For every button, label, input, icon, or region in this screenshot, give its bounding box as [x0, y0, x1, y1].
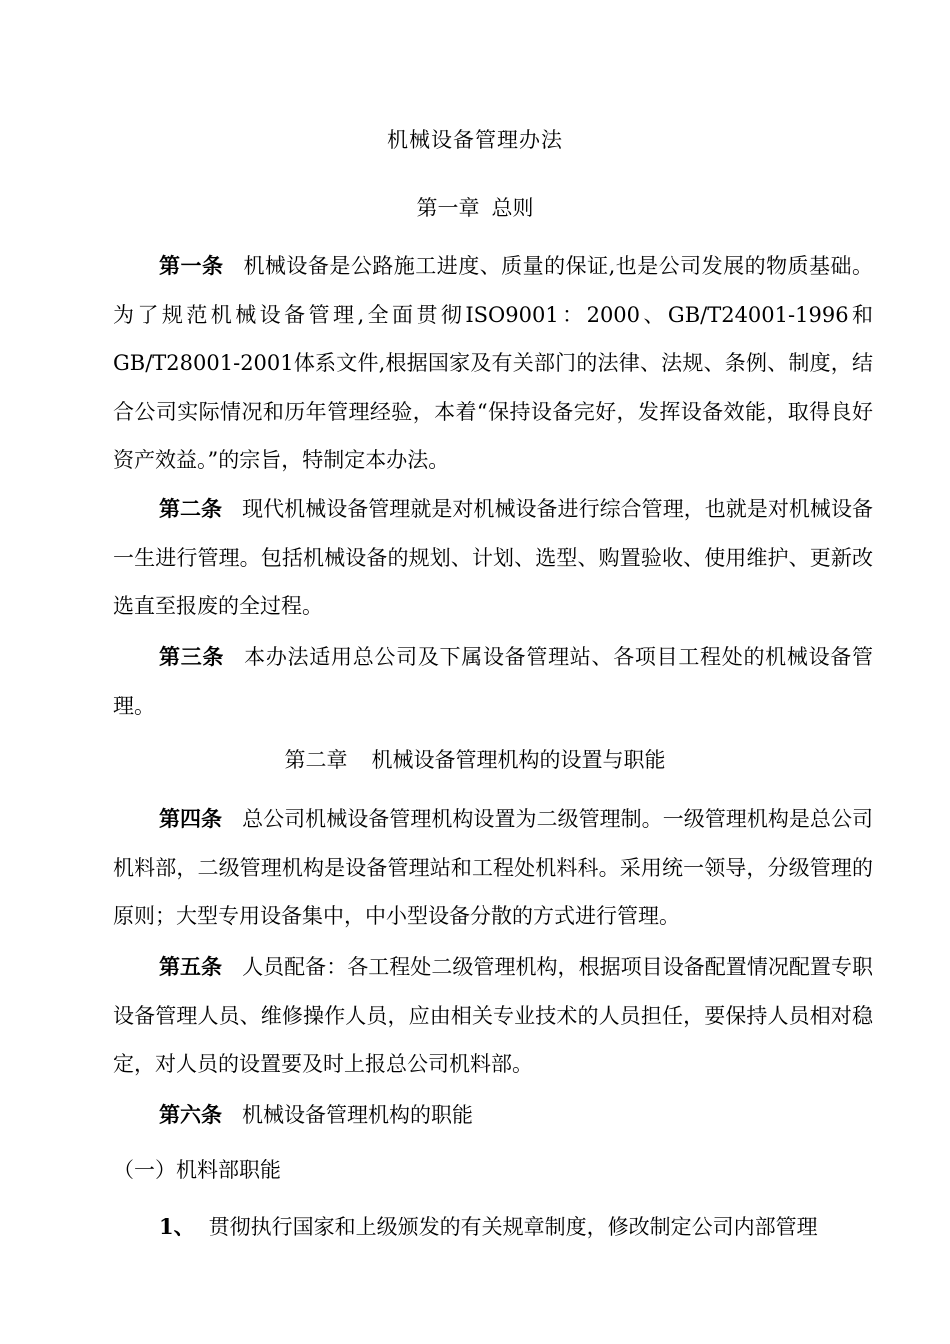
article-2-text: 现代机械设备管理就是对机械设备进行综合管理，也就是对机械设备一生进行管理。包括机械设备的规划、计划、选型、购置验收、使用维护、更新改选直至报废的全过程。 [113, 497, 873, 618]
article-4 [113, 795, 873, 941]
list-item [113, 1203, 873, 1251]
article-1-label: 第一条 [159, 253, 224, 278]
article-2-label: 第二条 [159, 496, 223, 521]
chapter-2-heading [0, 744, 950, 776]
article-5-label: 第五条 [159, 954, 223, 979]
chapter-2-label: 第二章 [284, 748, 348, 772]
article-4-text: 总公司机械设备管理机构设置为二级管理制。一级管理机构是总公司机料部，二级管理机构是设备管理站和工程处机料科。采用统一领导，分级管理的原则；大型专用设备集中，中小型设备分散的方式进行管理。 [113, 807, 873, 928]
article-1 [113, 242, 873, 485]
article-3-label: 第三条 [159, 644, 225, 669]
article-6 [113, 1091, 873, 1140]
article-2 [113, 485, 873, 631]
article-5-text: 人员配备：各工程处二级管理机构，根据项目设备配置情况配置专职设备管理人员、维修操作人员，应由相关专业技术的人员担任，要保持人员相对稳定，对人员的设置要及时上报总公司机料部。 [113, 955, 873, 1076]
chapter-1-heading [0, 192, 950, 224]
chapter-1-name: 总则 [491, 196, 534, 220]
article-6-text: 机械设备管理机构的职能 [242, 1103, 473, 1127]
document-title: 机械设备管理办法 [387, 128, 563, 152]
article-3 [113, 633, 873, 730]
article-6-label: 第六条 [159, 1102, 222, 1127]
chapter-1-label: 第一章 [416, 196, 480, 220]
article-5 [113, 943, 873, 1089]
subsection-heading: （一）机料部职能 [113, 1158, 281, 1182]
article-4-label: 第四条 [159, 806, 223, 831]
list-item-text: 贯彻执行国家和上级颁发的有关规章制度，修改制定公司内部管理 [208, 1215, 818, 1239]
chapter-2-name: 机械设备管理机构的设置与职能 [371, 748, 666, 772]
article-3-text: 本办法适用总公司及下属设备管理站、各项目工程处的机械设备管理。 [113, 645, 874, 718]
list-item-number: 1、 [159, 1214, 195, 1239]
article-1-text: 机械设备是公路施工进度、质量的保证,也是公司发展的物质基础。为了规范机械设备管理,全面贯彻ISO9001：2000、GB/T24001-1996和GB/T28001-2001体系文件,根据国家及有关部门的法律、法规、条例、制度，结合公司实际情况和历年管理经验，本着“保持设备完好，发挥设备效能，取得良好资产效益。”的宗旨，特制定本办法。 [113, 254, 873, 472]
